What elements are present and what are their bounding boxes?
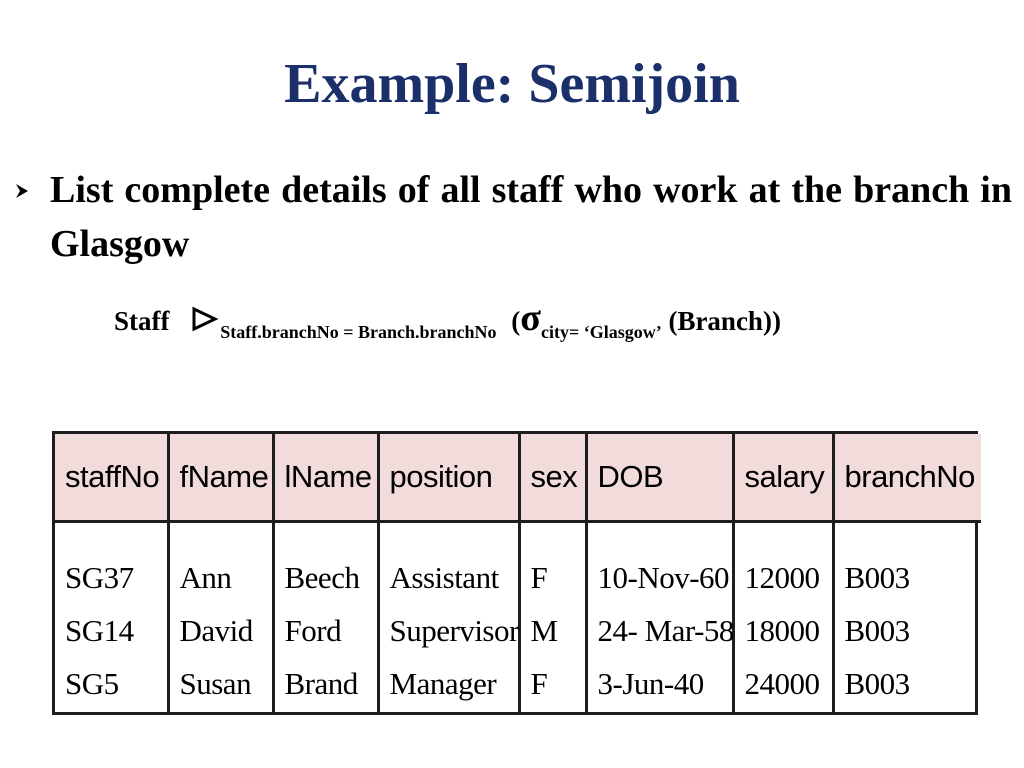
table-cell: David (179, 613, 253, 648)
table-body (55, 522, 981, 713)
column-cells (733, 522, 833, 713)
table-cell: M (530, 613, 558, 648)
table-cell: 24- Mar-58 (597, 613, 734, 648)
table-cell: 10-Nov-60 (597, 560, 730, 595)
column-header: fName (168, 434, 273, 522)
table-cell: F (530, 666, 548, 701)
table-cell: Manager (389, 666, 497, 701)
column-cells (586, 522, 733, 713)
selection-condition: city= ‘Glasgow’ (540, 322, 662, 342)
table-cell: SG5 (65, 666, 119, 701)
table-cell: 24000 (744, 666, 820, 701)
table-cell: Ann (179, 560, 232, 595)
semijoin-icon (190, 304, 220, 334)
join-condition: Staff.branchNo = Branch.branchNo (220, 322, 497, 342)
column-header: staffNo (55, 434, 168, 522)
table-cell: SG14 (65, 613, 134, 648)
table-cell: Brand (284, 666, 358, 701)
table-cell: SG37 (65, 560, 134, 595)
column-cells (168, 522, 273, 713)
semijoin-formula (114, 298, 781, 352)
selection-symbol: σ (520, 297, 541, 339)
column-header: lName (273, 434, 378, 522)
table-cell: B003 (844, 560, 910, 595)
staff-result-table (52, 431, 978, 715)
arrow-bullet-icon (12, 181, 32, 201)
table-cell: Ford (284, 613, 342, 648)
column-header: sex (519, 434, 586, 522)
table-cell: Susan (179, 666, 252, 701)
table-cell: F (530, 560, 548, 595)
table-cell: B003 (844, 666, 910, 701)
open-paren: ( (511, 306, 521, 336)
table-header-row (55, 434, 981, 522)
column-cells (273, 522, 378, 713)
column-header: salary (733, 434, 833, 522)
column-cells (519, 522, 586, 713)
column-cells (55, 522, 168, 713)
table-cell: Assistant (389, 560, 499, 595)
column-header: branchNo (833, 434, 981, 522)
table-cell: B003 (844, 613, 910, 648)
column-cells (378, 522, 519, 713)
slide-title: Example: Semijoin (284, 53, 740, 115)
column-cells (833, 522, 981, 713)
column-header: DOB (586, 434, 733, 522)
table-cell: Supervisor (389, 613, 519, 648)
table-cell: Beech (284, 560, 360, 595)
left-relation: Staff (114, 306, 170, 336)
bullet-text: List complete details of all staff who work at the branch in Glasgow (50, 169, 1012, 265)
column-header: position (378, 434, 519, 522)
table-cell: 12000 (744, 560, 820, 595)
table-cell: 18000 (744, 613, 820, 648)
right-expression: (Branch)) (668, 306, 781, 336)
table-cell: 3-Jun-40 (597, 666, 704, 701)
